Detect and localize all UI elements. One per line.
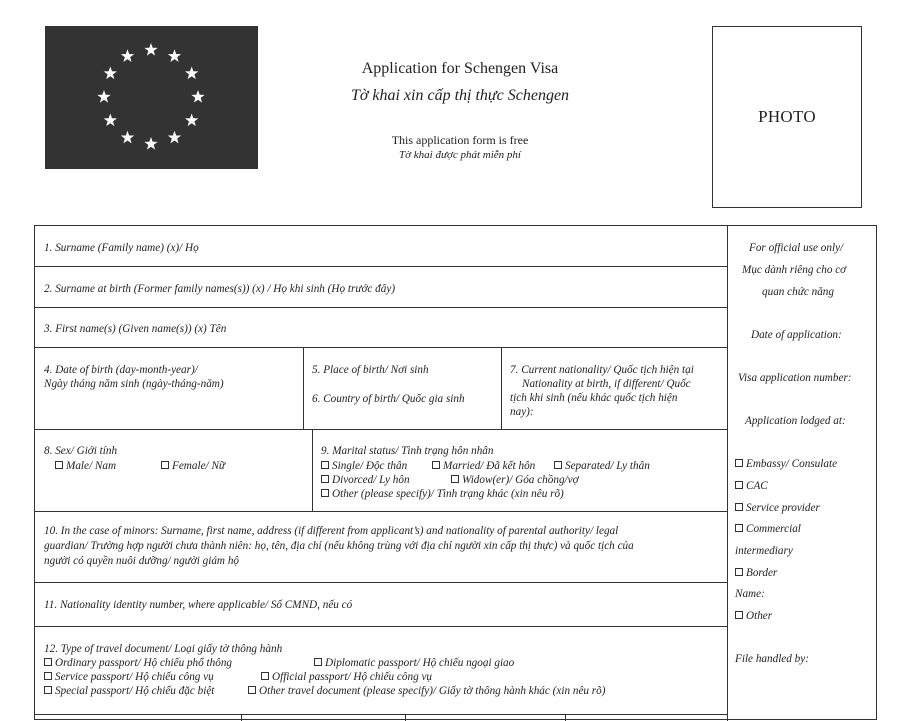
star-icon [104,67,117,80]
row-divider [35,429,727,430]
row-divider [35,511,727,512]
checkbox-other-official[interactable]: Other [735,609,772,623]
checkbox-service-passport[interactable]: Service passport/ Hộ chiếu công vụ [44,670,214,684]
cell-divider [303,347,304,429]
checkbox-special-passport[interactable]: Special passport/ Hộ chiếu đặc biệt [44,684,214,698]
cell-divider [405,714,406,721]
application-form [34,225,877,720]
official-column-divider [727,226,728,721]
official-intermediary: intermediary [735,545,793,557]
field-first-name[interactable]: 3. First name(s) (Given name(s)) (x) Tên [44,323,227,335]
star-icon [185,114,198,127]
cell-divider [312,429,313,511]
star-icon [121,131,134,144]
checkbox-ordinary-passport[interactable]: Ordinary passport/ Hộ chiếu phổ thông [44,656,232,670]
field-place-of-birth[interactable]: 5. Place of birth/ Nơi sinh [312,364,429,376]
field-nationality-at-birth-vi-end: nay): [510,406,534,418]
checkbox-service-provider[interactable]: Service provider [735,501,820,515]
checkbox-border[interactable]: Border [735,566,777,580]
field-marital-status: 9. Marital status/ Tình trạng hôn nhân [321,445,494,457]
checkbox-widow[interactable]: Widow(er)/ Góa chồng/vợ [451,473,579,487]
official-use-heading: For official use only/ [749,242,844,254]
cell-divider [565,714,566,721]
checkbox-single[interactable]: Single/ Độc thân [321,459,407,473]
form-title-en: Application for Schengen Visa [361,60,559,77]
official-name: Name: [735,588,765,600]
field-date-of-birth[interactable]: 4. Date of birth (day-month-year)/ [44,364,198,376]
field-nationality-at-birth[interactable]: Nationality at birth, if different/ Quốc [522,378,691,390]
form-title-vi: Tờ khai xin cấp thị thực Schengen [350,87,570,104]
field-minors-vi-end: người có quyền nuôi dưỡng/ người giám hộ [44,555,240,567]
field-sex: 8. Sex/ Giới tính [44,445,118,457]
cell-divider [501,347,502,429]
checkbox-divorced[interactable]: Divorced/ Ly hôn [321,473,410,487]
row-divider [35,266,727,267]
row-divider [35,582,727,583]
field-minors[interactable]: 10. In the case of minors: Surname, first name, address (if different from applicant’s) and nationality of parental authority/ legal [44,525,619,537]
checkbox-other-travel-document[interactable]: Other travel document (please specify)/ Giấy tờ thông hành khác (xin nêu rõ) [248,684,605,698]
star-icon [168,131,181,144]
checkbox-other-marital[interactable]: Other (please specify)/ Tình trạng khác (xin nêu rõ) [321,487,564,501]
official-file-handled-by: File handled by: [735,653,809,665]
star-icon [97,90,110,103]
field-surname-at-birth[interactable]: 2. Surname at birth (Former family names(s)) (x) / Họ khi sinh (Họ trước đây) [44,283,396,295]
photo-label: PHOTO [758,107,816,126]
field-date-of-birth-vi: Ngày tháng năm sinh (ngày-tháng-năm) [44,378,224,390]
row-divider [35,307,727,308]
free-notice-en: This application form is free [391,133,529,147]
checkbox-male[interactable]: Male/ Nam [55,459,116,473]
official-date-of-application: Date of application: [751,329,842,341]
field-country-of-birth[interactable]: 6. Country of birth/ Quốc gia sinh [312,393,465,405]
star-icon [144,43,157,56]
star-icon [121,49,134,62]
photo-box[interactable] [712,26,862,208]
checkbox-commercial[interactable]: Commercial [735,522,801,536]
checkbox-cac[interactable]: CAC [735,479,768,493]
checkbox-separated[interactable]: Separated/ Ly thân [554,459,650,473]
field-minors-vi: guardian/ Trường hợp người chưa thành niên: họ, tên, địa chỉ (nếu không trùng với địa chỉ người xin cấp thị thực) và quốc tịch của [44,540,634,552]
eu-stars-icon [45,26,258,169]
star-icon [144,137,157,150]
star-icon [191,90,204,103]
star-icon [104,114,117,127]
checkbox-official-passport[interactable]: Official passport/ Hộ chiếu công vụ [261,670,432,684]
field-current-nationality[interactable]: 7. Current nationality/ Quốc tịch hiện tại [510,364,694,376]
checkbox-female[interactable]: Female/ Nữ [161,459,225,473]
row-divider [35,347,727,348]
official-application-lodged: Application lodged at: [745,415,846,427]
eu-flag [45,26,258,169]
field-national-id[interactable]: 11. Nationality identity number, where applicable/ Số CMND, nếu có [44,599,353,611]
checkbox-embassy[interactable]: Embassy/ Consulate [735,457,837,471]
checkbox-married[interactable]: Married/ Đã kết hôn [432,459,535,473]
official-use-heading-vi: Mục dành riêng cho cơ [742,264,847,276]
star-icon [168,49,181,62]
official-use-heading-vi-end: quan chức năng [762,286,834,298]
row-divider [35,626,727,627]
official-visa-application-number: Visa application number: [738,372,852,384]
field-surname[interactable]: 1. Surname (Family name) (x)/ Họ [44,242,199,254]
checkbox-diplomatic-passport[interactable]: Diplomatic passport/ Hộ chiếu ngoại giao [314,656,514,670]
field-nationality-at-birth-vi: tịch khi sinh (nếu khác quốc tịch hiện [510,392,678,404]
free-notice-vi: Tờ khai được phát miễn phí [399,149,521,161]
cell-divider [241,714,242,721]
field-travel-document: 12. Type of travel document/ Loại giấy tờ thông hành [44,643,283,655]
star-icon [185,67,198,80]
